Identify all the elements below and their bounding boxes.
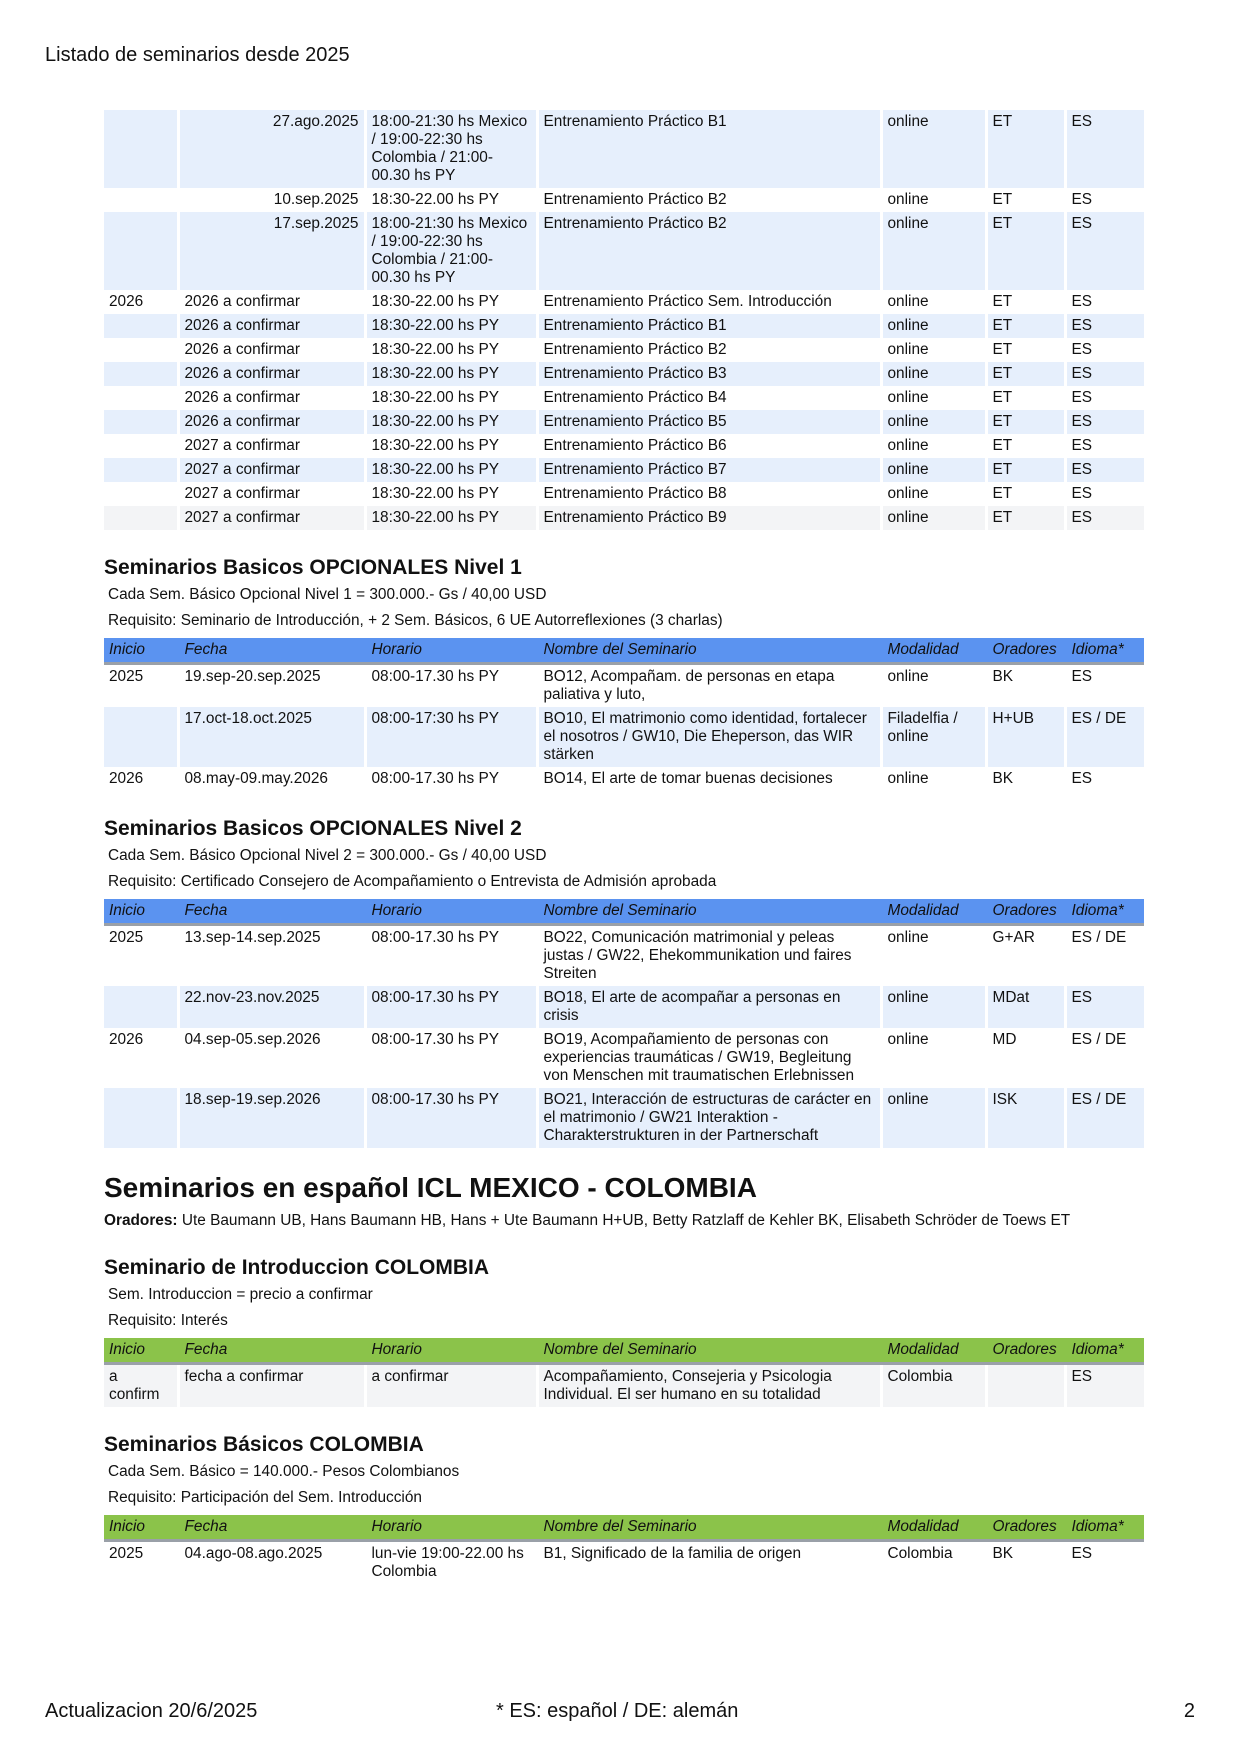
- col-fecha: Fecha: [178, 899, 365, 925]
- cell-inicio: [104, 458, 178, 482]
- cell-nombre: BO22, Comunicación matrimonial y peleas justas / GW22, Ehekommunikation und faires Streiten: [537, 925, 881, 987]
- cell-horario: a confirmar: [365, 1364, 537, 1408]
- cell-idioma: ES: [1065, 212, 1144, 290]
- cell-oradores: ET: [986, 410, 1065, 434]
- cell-oradores: ET: [986, 386, 1065, 410]
- cell-horario: 08:00-17.30 hs PY: [365, 1028, 537, 1088]
- cell-modalidad: online: [881, 212, 986, 290]
- cell-modalidad: online: [881, 386, 986, 410]
- cell-nombre: Entrenamiento Práctico B8: [537, 482, 881, 506]
- cell-modalidad: Colombia: [881, 1541, 986, 1585]
- cell-oradores: [986, 1364, 1065, 1408]
- table-row: [104, 707, 1144, 767]
- cell-nombre: Entrenamiento Práctico B2: [537, 338, 881, 362]
- cell-idioma: ES / DE: [1065, 1088, 1144, 1148]
- cell-idioma: ES: [1065, 1364, 1144, 1408]
- cell-nombre: Entrenamiento Práctico B1: [537, 110, 881, 188]
- col-modalidad: Modalidad: [881, 899, 986, 925]
- col-fecha: Fecha: [178, 638, 365, 664]
- col-oradores: Oradores: [986, 1338, 1065, 1364]
- col-oradores: Oradores: [986, 899, 1065, 925]
- price-line: Cada Sem. Básico Opcional Nivel 1 = 300.000.- Gs / 40,00 USD: [108, 586, 547, 603]
- speakers-list: Ute Baumann UB, Hans Baumann HB, Hans + Ute Baumann H+UB, Betty Ratzlaff de Kehler BK, Elisabeth Schröder de Toews ET: [181, 1212, 1071, 1229]
- cell-idioma: ES: [1065, 458, 1144, 482]
- col-fecha: Fecha: [178, 1338, 365, 1364]
- table-row: [104, 188, 1144, 212]
- seminar-table-opc2: [104, 899, 1144, 1148]
- cell-inicio: [104, 707, 178, 767]
- cell-fecha: 10.sep.2025: [178, 188, 365, 212]
- cell-oradores: BK: [986, 664, 1065, 708]
- cell-fecha: 08.may-09.may.2026: [178, 767, 365, 791]
- cell-horario: 18:30-22.00 hs PY: [365, 410, 537, 434]
- col-inicio: Inicio: [104, 899, 178, 925]
- table-row: [104, 664, 1144, 708]
- cell-horario: 18:00-21:30 hs Mexico / 19:00-22:30 hs Colombia / 21:00-00.30 hs PY: [365, 212, 537, 290]
- cell-horario: 18:00-21:30 hs Mexico / 19:00-22:30 hs Colombia / 21:00-00.30 hs PY: [365, 110, 537, 188]
- speakers-line: [104, 1212, 1144, 1230]
- cell-nombre: BO12, Acompañam. de personas en etapa paliativa y luto,: [537, 664, 881, 708]
- cell-nombre: Acompañamiento, Consejeria y Psicologia Individual. El ser humano en su totalidad: [537, 1364, 881, 1408]
- seminar-table-basic-colombia: [104, 1515, 1144, 1584]
- table-row: [104, 506, 1144, 530]
- table-header-row: [104, 1338, 1144, 1364]
- cell-inicio: [104, 434, 178, 458]
- cell-idioma: ES: [1065, 410, 1144, 434]
- cell-fecha: 2027 a confirmar: [178, 434, 365, 458]
- table-row: [104, 1364, 1144, 1408]
- cell-horario: 18:30-22.00 hs PY: [365, 458, 537, 482]
- cell-modalidad: online: [881, 410, 986, 434]
- col-modalidad: Modalidad: [881, 1515, 986, 1541]
- cell-modalidad: Colombia: [881, 1364, 986, 1408]
- cell-fecha: 2026 a confirmar: [178, 410, 365, 434]
- cell-fecha: 27.ago.2025: [178, 110, 365, 188]
- price-line: Cada Sem. Básico Opcional Nivel 2 = 300.000.- Gs / 40,00 USD: [108, 847, 547, 864]
- cell-nombre: BO21, Interacción de estructuras de carácter en el matrimonio / GW21 Interaktion - Charakterstrukturen in der Partnerschaft: [537, 1088, 881, 1148]
- col-horario: Horario: [365, 899, 537, 925]
- requirement-line: Requisito: Certificado Consejero de Acompañamiento o Entrevista de Admisión aprobada: [108, 873, 717, 890]
- cell-modalidad: online: [881, 664, 986, 708]
- table-row: [104, 212, 1144, 290]
- cell-oradores: BK: [986, 767, 1065, 791]
- cell-fecha: 17.sep.2025: [178, 212, 365, 290]
- cell-fecha: 04.ago-08.ago.2025: [178, 1541, 365, 1585]
- cell-idioma: ES: [1065, 188, 1144, 212]
- cell-nombre: Entrenamiento Práctico B2: [537, 188, 881, 212]
- cell-oradores: ET: [986, 482, 1065, 506]
- cell-inicio: [104, 212, 178, 290]
- cell-inicio: 2025: [104, 664, 178, 708]
- cell-inicio: [104, 386, 178, 410]
- col-nombre: Nombre del Seminario: [537, 638, 881, 664]
- cell-fecha: 17.oct-18.oct.2025: [178, 707, 365, 767]
- cell-horario: 08:00-17:30 hs PY: [365, 707, 537, 767]
- cell-modalidad: online: [881, 362, 986, 386]
- cell-nombre: BO14, El arte de tomar buenas decisiones: [537, 767, 881, 791]
- cell-oradores: BK: [986, 1541, 1065, 1585]
- cell-modalidad: online: [881, 925, 986, 987]
- cell-horario: 08:00-17.30 hs PY: [365, 925, 537, 987]
- cell-inicio: a confirm: [104, 1364, 178, 1408]
- continuation-table: [104, 110, 1144, 530]
- table-row: [104, 925, 1144, 987]
- cell-modalidad: online: [881, 986, 986, 1028]
- cell-horario: 08:00-17.30 hs PY: [365, 767, 537, 791]
- cell-nombre: Entrenamiento Práctico B2: [537, 212, 881, 290]
- table-row: [104, 1028, 1144, 1088]
- requirement-line: Requisito: Seminario de Introducción, + 2 Sem. Básicos, 6 UE Autorreflexiones (3 charlas): [108, 612, 723, 629]
- cell-fecha: 04.sep-05.sep.2026: [178, 1028, 365, 1088]
- cell-oradores: ET: [986, 212, 1065, 290]
- cell-horario: 18:30-22.00 hs PY: [365, 482, 537, 506]
- col-nombre: Nombre del Seminario: [537, 1338, 881, 1364]
- cell-inicio: 2025: [104, 925, 178, 987]
- cell-idioma: ES: [1065, 338, 1144, 362]
- section-title-icl: Seminarios en español ICL MEXICO - COLOMBIA: [104, 1172, 757, 1203]
- table-header-row: [104, 1515, 1144, 1541]
- cell-modalidad: online: [881, 482, 986, 506]
- cell-modalidad: online: [881, 188, 986, 212]
- cell-inicio: [104, 1088, 178, 1148]
- cell-nombre: Entrenamiento Práctico B6: [537, 434, 881, 458]
- price-line: Cada Sem. Básico = 140.000.- Pesos Colombianos: [108, 1463, 460, 1480]
- content: [104, 110, 1144, 1584]
- cell-fecha: 22.nov-23.nov.2025: [178, 986, 365, 1028]
- cell-oradores: ET: [986, 314, 1065, 338]
- col-horario: Horario: [365, 638, 537, 664]
- section-title-intro-colombia: Seminario de Introduccion COLOMBIA: [104, 1256, 490, 1279]
- col-modalidad: Modalidad: [881, 638, 986, 664]
- speakers-label: Oradores:: [104, 1212, 178, 1229]
- cell-nombre: B1, Significado de la familia de origen: [537, 1541, 881, 1585]
- cell-fecha: 2026 a confirmar: [178, 314, 365, 338]
- cell-inicio: [104, 362, 178, 386]
- cell-modalidad: online: [881, 110, 986, 188]
- col-modalidad: Modalidad: [881, 1338, 986, 1364]
- cell-idioma: ES: [1065, 434, 1144, 458]
- table-row: [104, 410, 1144, 434]
- cell-modalidad: online: [881, 506, 986, 530]
- cell-oradores: ISK: [986, 1088, 1065, 1148]
- col-nombre: Nombre del Seminario: [537, 1515, 881, 1541]
- cell-fecha: 2027 a confirmar: [178, 506, 365, 530]
- cell-fecha: 18.sep-19.sep.2026: [178, 1088, 365, 1148]
- col-horario: Horario: [365, 1338, 537, 1364]
- table-row: [104, 386, 1144, 410]
- cell-inicio: [104, 410, 178, 434]
- col-idioma: Idioma*: [1065, 1338, 1144, 1364]
- cell-nombre: BO19, Acompañamiento de personas con experiencias traumáticas / GW19, Begleitung von Menschen mit traumatischen Erlebnissen: [537, 1028, 881, 1088]
- cell-oradores: ET: [986, 506, 1065, 530]
- cell-modalidad: online: [881, 1088, 986, 1148]
- cell-modalidad: online: [881, 434, 986, 458]
- cell-fecha: 13.sep-14.sep.2025: [178, 925, 365, 987]
- cell-fecha: 2026 a confirmar: [178, 338, 365, 362]
- cell-oradores: ET: [986, 338, 1065, 362]
- page-number: 2: [1183, 1700, 1195, 1722]
- table-row: [104, 434, 1144, 458]
- cell-modalidad: online: [881, 338, 986, 362]
- cell-nombre: Entrenamiento Práctico B1: [537, 314, 881, 338]
- cell-inicio: 2026: [104, 290, 178, 314]
- cell-nombre: Entrenamiento Práctico B7: [537, 458, 881, 482]
- cell-idioma: ES: [1065, 986, 1144, 1028]
- cell-horario: 18:30-22.00 hs PY: [365, 314, 537, 338]
- cell-horario: 18:30-22.00 hs PY: [365, 362, 537, 386]
- cell-inicio: [104, 338, 178, 362]
- cell-oradores: MDat: [986, 986, 1065, 1028]
- table-row: [104, 338, 1144, 362]
- cell-oradores: ET: [986, 188, 1065, 212]
- cell-inicio: [104, 482, 178, 506]
- col-idioma: Idioma*: [1065, 638, 1144, 664]
- col-fecha: Fecha: [178, 1515, 365, 1541]
- section-title-opc2: Seminarios Basicos OPCIONALES Nivel 2: [104, 817, 522, 840]
- table-row: [104, 110, 1144, 188]
- cell-oradores: MD: [986, 1028, 1065, 1088]
- cell-inicio: [104, 314, 178, 338]
- cell-inicio: [104, 506, 178, 530]
- cell-idioma: ES / DE: [1065, 707, 1144, 767]
- cell-idioma: ES: [1065, 664, 1144, 708]
- table-header-row: [104, 638, 1144, 664]
- cell-idioma: ES: [1065, 506, 1144, 530]
- table-row: [104, 986, 1144, 1028]
- col-inicio: Inicio: [104, 1338, 178, 1364]
- cell-modalidad: online: [881, 1028, 986, 1088]
- cell-idioma: ES: [1065, 314, 1144, 338]
- cell-horario: 18:30-22.00 hs PY: [365, 338, 537, 362]
- cell-oradores: ET: [986, 110, 1065, 188]
- table-row: [104, 1088, 1144, 1148]
- cell-oradores: ET: [986, 434, 1065, 458]
- cell-oradores: ET: [986, 458, 1065, 482]
- table-header-row: [104, 899, 1144, 925]
- cell-horario: 18:30-22.00 hs PY: [365, 506, 537, 530]
- cell-idioma: ES: [1065, 482, 1144, 506]
- table-row: [104, 767, 1144, 791]
- requirement-line: Requisito: Participación del Sem. Introducción: [108, 1489, 422, 1506]
- cell-inicio: 2025: [104, 1541, 178, 1585]
- cell-modalidad: online: [881, 767, 986, 791]
- cell-modalidad: online: [881, 290, 986, 314]
- cell-oradores: G+AR: [986, 925, 1065, 987]
- col-inicio: Inicio: [104, 638, 178, 664]
- cell-horario: 18:30-22.00 hs PY: [365, 386, 537, 410]
- col-horario: Horario: [365, 1515, 537, 1541]
- cell-oradores: H+UB: [986, 707, 1065, 767]
- cell-horario: 18:30-22.00 hs PY: [365, 290, 537, 314]
- cell-oradores: ET: [986, 362, 1065, 386]
- cell-nombre: BO18, El arte de acompañar a personas en crisis: [537, 986, 881, 1028]
- cell-modalidad: online: [881, 458, 986, 482]
- col-nombre: Nombre del Seminario: [537, 899, 881, 925]
- col-inicio: Inicio: [104, 1515, 178, 1541]
- cell-idioma: ES: [1065, 110, 1144, 188]
- table-row: [104, 314, 1144, 338]
- section-title-basic-colombia: Seminarios Básicos COLOMBIA: [104, 1433, 424, 1456]
- cell-modalidad: online: [881, 314, 986, 338]
- table-row: [104, 482, 1144, 506]
- cell-horario: 18:30-22.00 hs PY: [365, 188, 537, 212]
- table-row: [104, 458, 1144, 482]
- seminar-table-intro-colombia: [104, 1338, 1144, 1407]
- footer-legend: * ES: español / DE: alemán: [496, 1700, 739, 1722]
- section-title-opc1: Seminarios Basicos OPCIONALES Nivel 1: [104, 556, 522, 579]
- cell-oradores: ET: [986, 290, 1065, 314]
- cell-idioma: ES / DE: [1065, 1028, 1144, 1088]
- cell-nombre: Entrenamiento Práctico Sem. Introducción: [537, 290, 881, 314]
- col-idioma: Idioma*: [1065, 1515, 1144, 1541]
- cell-horario: 08:00-17.30 hs PY: [365, 1088, 537, 1148]
- cell-fecha: fecha a confirmar: [178, 1364, 365, 1408]
- col-oradores: Oradores: [986, 638, 1065, 664]
- cell-fecha: 2026 a confirmar: [178, 290, 365, 314]
- cell-idioma: ES: [1065, 767, 1144, 791]
- cell-inicio: 2026: [104, 767, 178, 791]
- cell-inicio: [104, 110, 178, 188]
- col-oradores: Oradores: [986, 1515, 1065, 1541]
- price-line: Sem. Introduccion = precio a confirmar: [108, 1286, 373, 1303]
- cell-idioma: ES / DE: [1065, 925, 1144, 987]
- cell-horario: 08:00-17.30 hs PY: [365, 664, 537, 708]
- cell-horario: 18:30-22.00 hs PY: [365, 434, 537, 458]
- cell-fecha: 2027 a confirmar: [178, 458, 365, 482]
- cell-nombre: Entrenamiento Práctico B9: [537, 506, 881, 530]
- cell-horario: lun-vie 19:00-22.00 hs Colombia: [365, 1541, 537, 1585]
- cell-nombre: BO10, El matrimonio como identidad, fortalecer el nosotros / GW10, Die Eheperson, das WIR stärken: [537, 707, 881, 767]
- cell-horario: 08:00-17.30 hs PY: [365, 986, 537, 1028]
- cell-idioma: ES: [1065, 290, 1144, 314]
- cell-inicio: [104, 986, 178, 1028]
- cell-fecha: 2027 a confirmar: [178, 482, 365, 506]
- cell-fecha: 19.sep-20.sep.2025: [178, 664, 365, 708]
- footer-updated: Actualizacion 20/6/2025: [45, 1700, 258, 1722]
- cell-idioma: ES: [1065, 386, 1144, 410]
- requirement-line: Requisito: Interés: [108, 1312, 228, 1329]
- cell-nombre: Entrenamiento Práctico B3: [537, 362, 881, 386]
- cell-inicio: [104, 188, 178, 212]
- col-idioma: Idioma*: [1065, 899, 1144, 925]
- cell-idioma: ES: [1065, 1541, 1144, 1585]
- cell-inicio: 2026: [104, 1028, 178, 1088]
- cell-nombre: Entrenamiento Práctico B4: [537, 386, 881, 410]
- cell-fecha: 2026 a confirmar: [178, 386, 365, 410]
- page-title: Listado de seminarios desde 2025: [45, 44, 350, 66]
- cell-fecha: 2026 a confirmar: [178, 362, 365, 386]
- cell-nombre: Entrenamiento Práctico B5: [537, 410, 881, 434]
- cell-modalidad: Filadelfia / online: [881, 707, 986, 767]
- table-row: [104, 290, 1144, 314]
- seminar-table-opc1: [104, 638, 1144, 791]
- table-row: [104, 362, 1144, 386]
- table-row: [104, 1541, 1144, 1585]
- cell-idioma: ES: [1065, 362, 1144, 386]
